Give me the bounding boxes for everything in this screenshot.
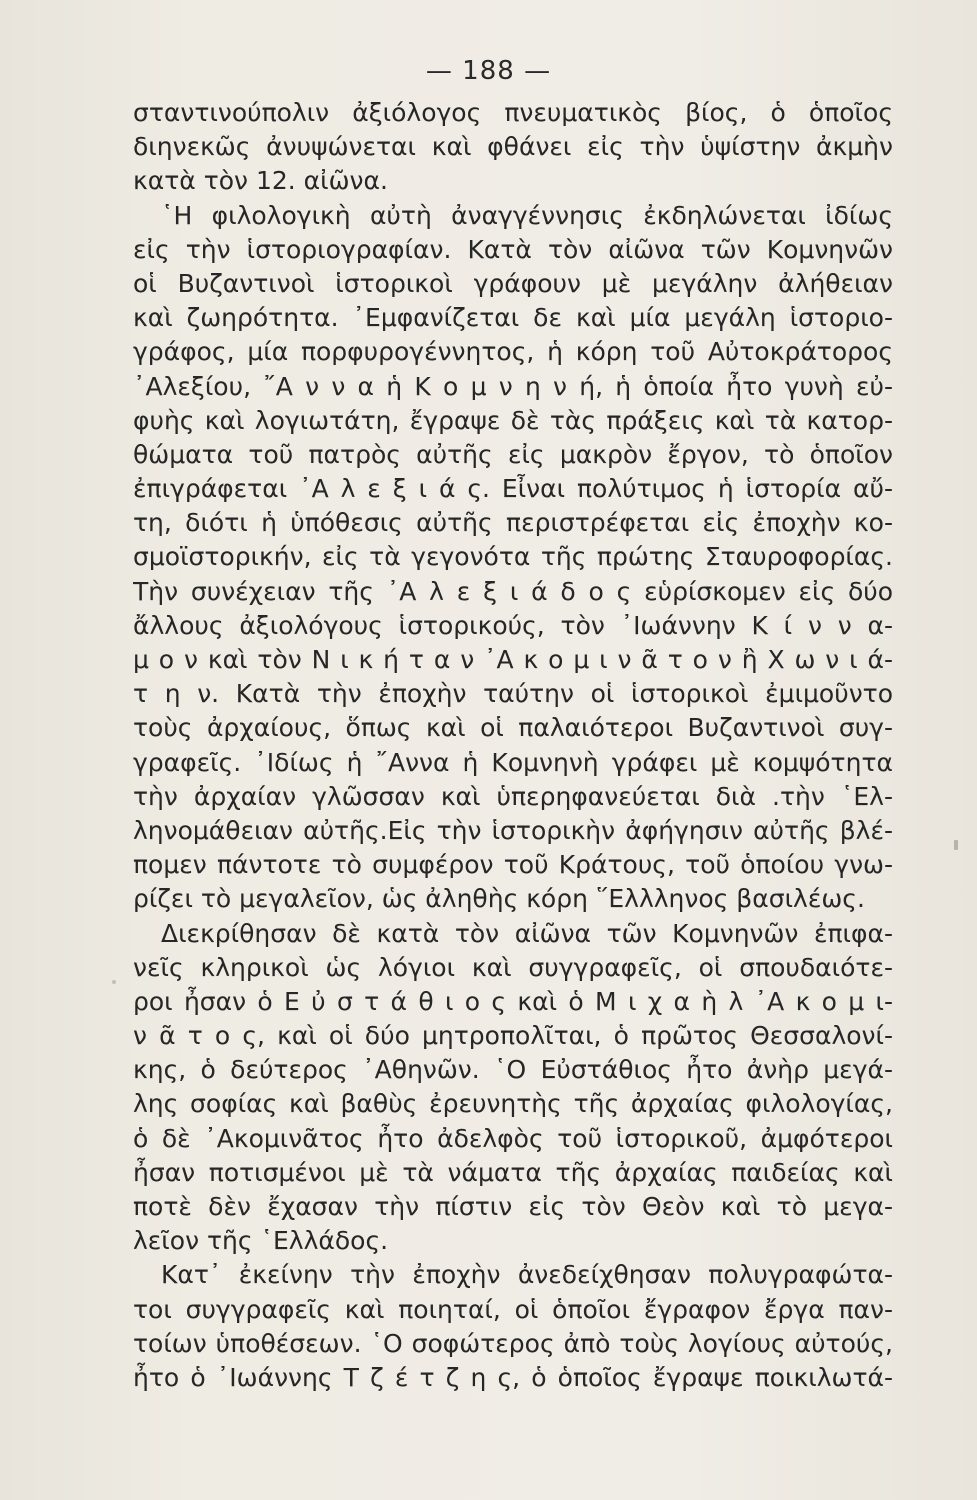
text-line: λης σοφίας καὶ βαθὺς ἐρευνητὴς τῆς ἀρχαίας φιλολογίας, [133,1089,893,1119]
text-line: θώματα τοῦ πατρὸς αὐτῆς εἰς μακρὸν ἔργον, τὸ ὁποῖον [133,439,893,469]
text-line: τοὺς ἀρχαίους, ὅπως καὶ οἱ παλαιότεροι Βυζαντινοὶ συγ- [133,713,893,743]
margin-mark [954,840,958,850]
text-line: λεῖον τῆς ῾Ελλάδος. [133,1226,389,1256]
text-line: κης, ὁ δεύτερος ᾿Αθηνῶν. ῾Ο Εὐστάθιος ἦτο ἀνὴρ μεγά- [133,1055,893,1085]
text-line: Κατ᾿ ἐκείνην τὴν ἐποχὴν ἀνεδείχθησαν πολυγραφώτα- [161,1260,893,1290]
text-line: σμοϊστορικήν, εἰς τὰ γεγονότα τῆς πρώτης Σταυροφορίας. [133,542,893,572]
text-line: τ η ν. Κατὰ τὴν ἐποχὴν ταύτην οἱ ἱστορικοὶ ἐμιμοῦντο [133,679,893,709]
text-line: ληνομάθειαν αὐτῆς.Εἰς τὴν ἱστορικὴν ἀφήγησιν αὐτῆς βλέ- [133,815,893,845]
text-line: τοίων ὑποθέσεων. ῾Ο σοφώτερος ἀπὸ τοὺς λογίους αὐτούς, [133,1328,893,1358]
text-line: ὁ δὲ ᾿Ακομινᾶτος ἦτο ἀδελφὸς τοῦ ἱστορικοῦ, ἀμφότεροι [133,1123,893,1153]
text-line: ᾿Αλεξίου, ῎Α ν ν α ἡ Κ ο μ ν η ν ή, ἡ ὁποία ἦτο γυνὴ εὐ- [133,371,893,401]
text-line: ρίζει τὸ μεγαλεῖον, ὡς ἀληθὴς κόρη ῞Ελλληνος βασιλέως. [133,884,865,914]
text-line: ἦτο ὁ ᾿Ιωάννης Τ ζ έ τ ζ η ς, ὁ ὁποῖος ἔγραψε ποικιλωτά- [133,1362,893,1392]
text-line: μ ο ν καὶ τὸν Ν ι κ ή τ α ν ᾿Α κ ο μ ι ν ᾶ τ ο ν ἢ Χ ω ν ι ά- [133,645,893,674]
text-line: Διεκρίθησαν δὲ κατὰ τὸν αἰῶνα τῶν Κομνηνῶν ἐπιφα- [161,918,893,948]
text-line: γραφεῖς. ᾿Ιδίως ἡ ῎Αννα ἡ Κομνηνὴ γράφει μὲ κομψότητα [133,747,893,777]
text-line: οἱ Βυζαντινοὶ ἱστορικοὶ γράφουν μὲ μεγάλην ἀλήθειαν [133,268,893,298]
text-line: τη, διότι ἡ ὑπόθεσις αὐτῆς περιστρέφεται εἰς ἐποχὴν κο- [133,508,893,538]
page-number: — 188 — [425,56,552,86]
text-line: κατὰ τὸν 12. αἰῶνα. [133,166,388,196]
text-line: ροι ἦσαν ὁ Ε ὐ σ τ ά θ ι ο ς καὶ ὁ Μ ι χ α ὴ λ ᾿Α κ ο μ ι- [133,986,893,1016]
text-line: καὶ ζωηρότητα. ᾿Εμφανίζεται δε καὶ μία μεγάλη ἱστοριο- [133,303,893,333]
text-line: διηνεκῶς ἀνυψώνεται καὶ φθάνει εἰς τὴν ὑψίστην ἀκμὴν [133,132,893,162]
text-line: τοι συγγραφεῖς καὶ ποιηταί, οἱ ὁποῖοι ἔγραφον ἔργα παν- [133,1294,893,1324]
text-line: ἐπιγράφεται ᾿Α λ ε ξ ι ά ς. Εἶναι πολύτιμος ἡ ἱστορία αὔ- [133,474,893,504]
text-line: φυὴς καὶ λογιωτάτη, ἔγραψε δὲ τὰς πράξεις καὶ τὰ κατορ- [133,405,893,435]
text-line: τὴν ἀρχαίαν γλῶσσαν καὶ ὑπερηφανεύεται διὰ .τὴν ῾Ελ- [133,781,893,811]
text-line: εἰς τὴν ἱστοριογραφίαν. Κατὰ τὸν αἰῶνα τῶν Κομνηνῶν [133,234,893,264]
text-line: ν ᾶ τ ο ς, καὶ οἱ δύο μητροπολῖται, ὁ πρῶτος Θεσσαλονί- [133,1021,893,1051]
margin-dot [112,980,116,984]
text-line: ἦσαν ποτισμένοι μὲ τὰ νάματα τῆς ἀρχαίας παιδείας καὶ [133,1157,893,1187]
text-line: ἄλλους ἀξιολόγους ἱστορικούς, τὸν ᾿Ιωάννην Κ ί ν ν α- [133,610,893,640]
text-line: πομεν πάντοτε τὸ συμφέρον τοῦ Κράτους, τοῦ ὁποίου γνω- [133,850,893,880]
text-line: ποτὲ δὲν ἔχασαν τὴν πίστιν εἰς τὸν Θεὸν καὶ τὸ μεγα- [133,1192,893,1221]
body-text [133,96,893,1395]
text-line: γράφος, μία πορφυρογέννητος, ἡ κόρη τοῦ Αὐτοκράτορος [133,337,893,367]
text-line: νεῖς κληρικοὶ ὡς λόγιοι καὶ συγγραφεῖς, οἱ σπουδαιότε- [133,952,893,982]
text-line: ῾Η φιλολογικὴ αὐτὴ ἀναγγέννησις ἐκδηλώνεται ἰδίως [161,200,893,230]
text-line: σταντινούπολιν ἀξιόλογος πνευματικὸς βίος, ὁ ὁποῖος [133,98,893,127]
text-line: Τὴν συνέχειαν τῆς ᾿Α λ ε ξ ι ά δ ο ς εὑρίσκομεν εἰς δύο [133,576,893,606]
